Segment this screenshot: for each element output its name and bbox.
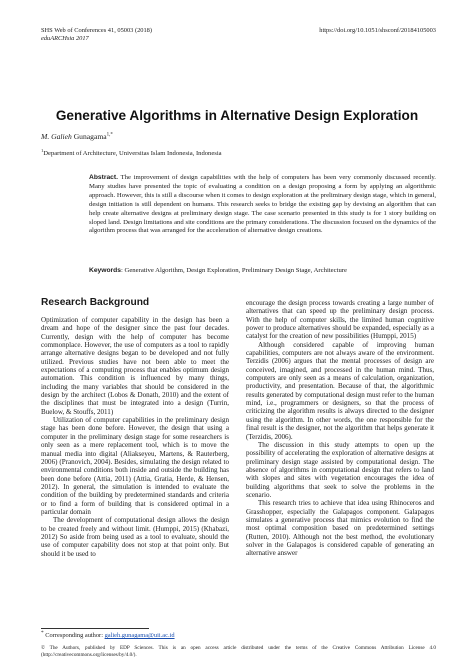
keywords-text: : Generative Algorithm, Design Exploration, Preliminary Design Stage, Architecture [120,267,347,274]
paragraph: The discussion in this study attempts to open up the possibility of accelerating the exploration of alternative designs at preliminary design stage assisted by computational design. The absence of algorithms in computational design that refers to land with slopes and sites with vegetation encourages the idea of building algorithms that seek to solve the problems in the scenario. [246,440,434,499]
paragraph: encourage the design process towards creating a large number of alternatives that can speed up the preliminary design process. With the help of computer skills, the limited human cognitive power to produce alternatives should be expanded, especially as a catalyst for the creation of new possibilities (Humppi, 2015) [246,299,434,341]
footnote-label: Corresponding author: [45,632,105,640]
affiliation [41,148,222,157]
paper-title: Generative Algorithms in Alternative Design Exploration [55,108,419,123]
paragraph: This research tries to achieve that idea using Rhinoceros and Grasshopper, especially the Galapagos component. Galapagos simulates a generative process that mimics evolution to find the most optimal composition based on predetermined settings (Rutten, 2010). Although not the best method, the evolutionary solver in the Galapagos is considered capable of generating an alternative answer [246,499,434,558]
paragraph: The development of computational design allows the design to be created freely and without limit. (Humppi, 2015) (Khabazi, 2012) So aside from being used as a tool to evaluate, should the use of computer capability does not stop at that point only. But should it be used to [41,516,229,558]
keywords [89,267,436,276]
running-header-left [41,27,152,43]
affiliation-mark: 1 [41,148,44,153]
abstract [89,174,436,236]
affiliation-text: Department of Architecture, Universitas Islam Indonesia, Indonesia [43,150,222,158]
doi-link[interactable]: https://doi.org/10.1051/shsconf/20184105003 [319,27,436,34]
author-surname: Gunagama [73,132,107,141]
abstract-label: Abstract. [89,174,118,181]
paragraph: Utilization of computer capabilities in the preliminary design stage has been done before. However, the design that using a computer in the preliminary design stage for some researchers is only seen as a mere replacement tool, which is to move the manual media into digital (Aliakseyeu, Martens, & Rauterberg, 2006) (Pranovich, 2004). Besides, simulating the design related to environmental conditions both inside and outside the building has been done before (Attia, 2011) (Attia, Gratia, Herde, & Hensen, 2012). In general, the simulation is intended to evaluate the condition of the building by predetermined standards and criteria or to find a form of building that is considered optimal in a particular domain [41,416,229,516]
author-line [41,132,113,141]
left-column [41,316,229,558]
paragraph: Optimization of computer capability in the design has been a dream and hope of the designer since the past four decades. Currently, design with the help of computer has become commonplace. However, the use of computers as a tool to rapidly arrange alternative designs began to be developed and not fully utilized. Previous studies have not been able to meet the expectations of a computing process that enables optimum design automation. This condition is influenced by many things, including the many variables that should be considered in the design by the architect (Lobos & Donath, 2010) and the extent of the disciplines that must be integrated into a design (Turrin, Buelow, & Stouffs, 2011) [41,316,229,416]
author-given-name: M. Galieh [41,132,72,141]
footnote-mark: * [41,630,44,636]
author-marks: 1,* [106,132,113,138]
paragraph: Although considered capable of improving human capabilities, computers are not always aware of the environment. Terzidis (2006) argues that the mental processes of design are conceived, imagined, and processed in the human mind. Thus, computers are only seen as a means of calculation, organization, productivity, and presentation. Because of that, the algorithmic results generated by computational design must refer to the human mind, i.e., programmers or designers, so that the process of criticizing the algorithm results is always directed to the designer using the algorithm. In other words, the one responsible for the final result is the designer, not the algorithm that helps generate it (Terzidis, 2006). [246,340,434,441]
footnote [41,630,175,639]
section-heading: Research Background [41,297,150,308]
footnote-divider [41,628,149,629]
author-email-link[interactable]: galieh.gunagama@uii.ac.id [104,632,175,640]
right-column [246,299,434,558]
abstract-text: The improvement of design capabilities with the help of computers has been very commonly discussed recently. Many studies have presented the topic of evaluating a condition on a design proposing a form by applying an algorithmic approach. However, this is still a discourse when it comes to design exploration at the preliminary design stage, which in general, design initiation is still dependent on humans. This research seeks to bridge the existing gap by devising an algorithm that can help create alternative designs at preliminary design stage. The case scenario presented in this study is for 1 story building on sloped land. Design limitations and site conditions are the primary considerations. The discussion focused on the dynamics of the algorithm process that was arranged for the acceleration of alternative design creations. [89,174,436,235]
license-notice: © The Authors, published by EDP Sciences. This is an open access article distributed under the terms of the Creative Commons Attribution License 4.0 (http://creativecommons.org/licenses/by/4.0/). [41,645,436,658]
journal-line: SHS Web of Conferences 41, 05003 (2018) [41,27,153,34]
conference-line: eduARCHsia 2017 [41,35,89,42]
keywords-label: Keywords [89,267,121,274]
